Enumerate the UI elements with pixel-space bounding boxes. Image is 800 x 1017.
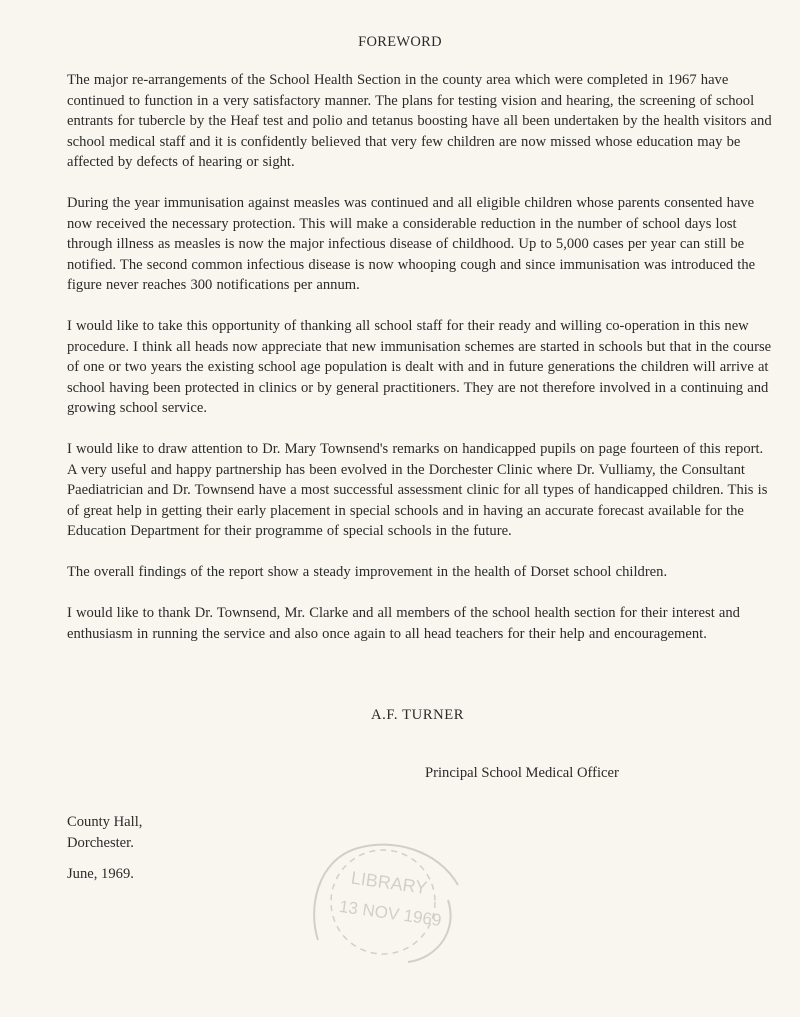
address-block	[67, 812, 142, 853]
address-line-2: Dorchester.	[67, 834, 134, 851]
paragraph-6: I would like to thank Dr. Townsend, Mr. Clarke and all members of the school health section for their interest and enthusiasm in running the service and also once again to all head teachers for their help and encouragement.	[67, 605, 740, 642]
address-line-1: County Hall,	[67, 814, 143, 830]
paragraph-2: During the year immunisation against measles was continued and all eligible children whose parents consented have now received the necessary protection. This will make a considerable reduction in the number of school days lost through illness as measles is now the major infectious disease of childhood. Up to 5,000 cases per year can still be notified. The second common infectious disease is now whooping cough and since immunisation was introduced the figure never reaches 300 notifications per annum.	[67, 195, 756, 293]
library-stamp-icon	[298, 830, 468, 970]
signature-title: Principal School Medical Officer	[425, 765, 619, 781]
paragraph-4: I would like to draw attention to Dr. Mary Townsend's remarks on handicapped pupils on page fourteen of this report. A very useful and happy partnership has been evolved in the Dorchester Clinic where Dr. Vulliamy, the Consultant Paediatrician and Dr. Townsend have a most successful assessment clinic for all types of handicapped children. This is of great help in getting their early placement in special schools and in having an accurate forecast available for the Education Department for their programme of special schools in the future.	[67, 441, 768, 539]
page-title: FOREWORD	[358, 34, 442, 50]
paragraph-5: The overall findings of the report show a steady improvement in the health of Dorset school children.	[67, 564, 668, 580]
stamp-text-library: LIBRARY	[349, 867, 429, 899]
stamp-text-date: 13 NOV 1969	[337, 896, 443, 931]
body-text	[67, 70, 772, 665]
document-date: June, 1969.	[67, 866, 134, 882]
paragraph-3: I would like to take this opportunity of thanking all school staff for their ready and willing co-operation in this new procedure. I think all heads now appreciate that new immunisation schemes are started in schools but that in the course of one or two years the existing school age population is dealt with and in future generations the children will arrive at school having been protected in clinics or by general practitioners. They are not therefore involved in a continuing and growing school service.	[67, 318, 772, 416]
signature-name: A.F. TURNER	[371, 707, 465, 723]
paragraph-1: The major re-arrangements of the School Health Section in the county area which were completed in 1967 have continued to function in a very satisfactory manner. The plans for testing vision and hearing, the screening of school entrants for tubercle by the Heaf test and polio and tetanus boosting have all been undertaken by the health visitors and school medical staff and it is confidently believed that very few children are now missed whose education may be affected by defects of hearing or sight.	[67, 72, 772, 170]
